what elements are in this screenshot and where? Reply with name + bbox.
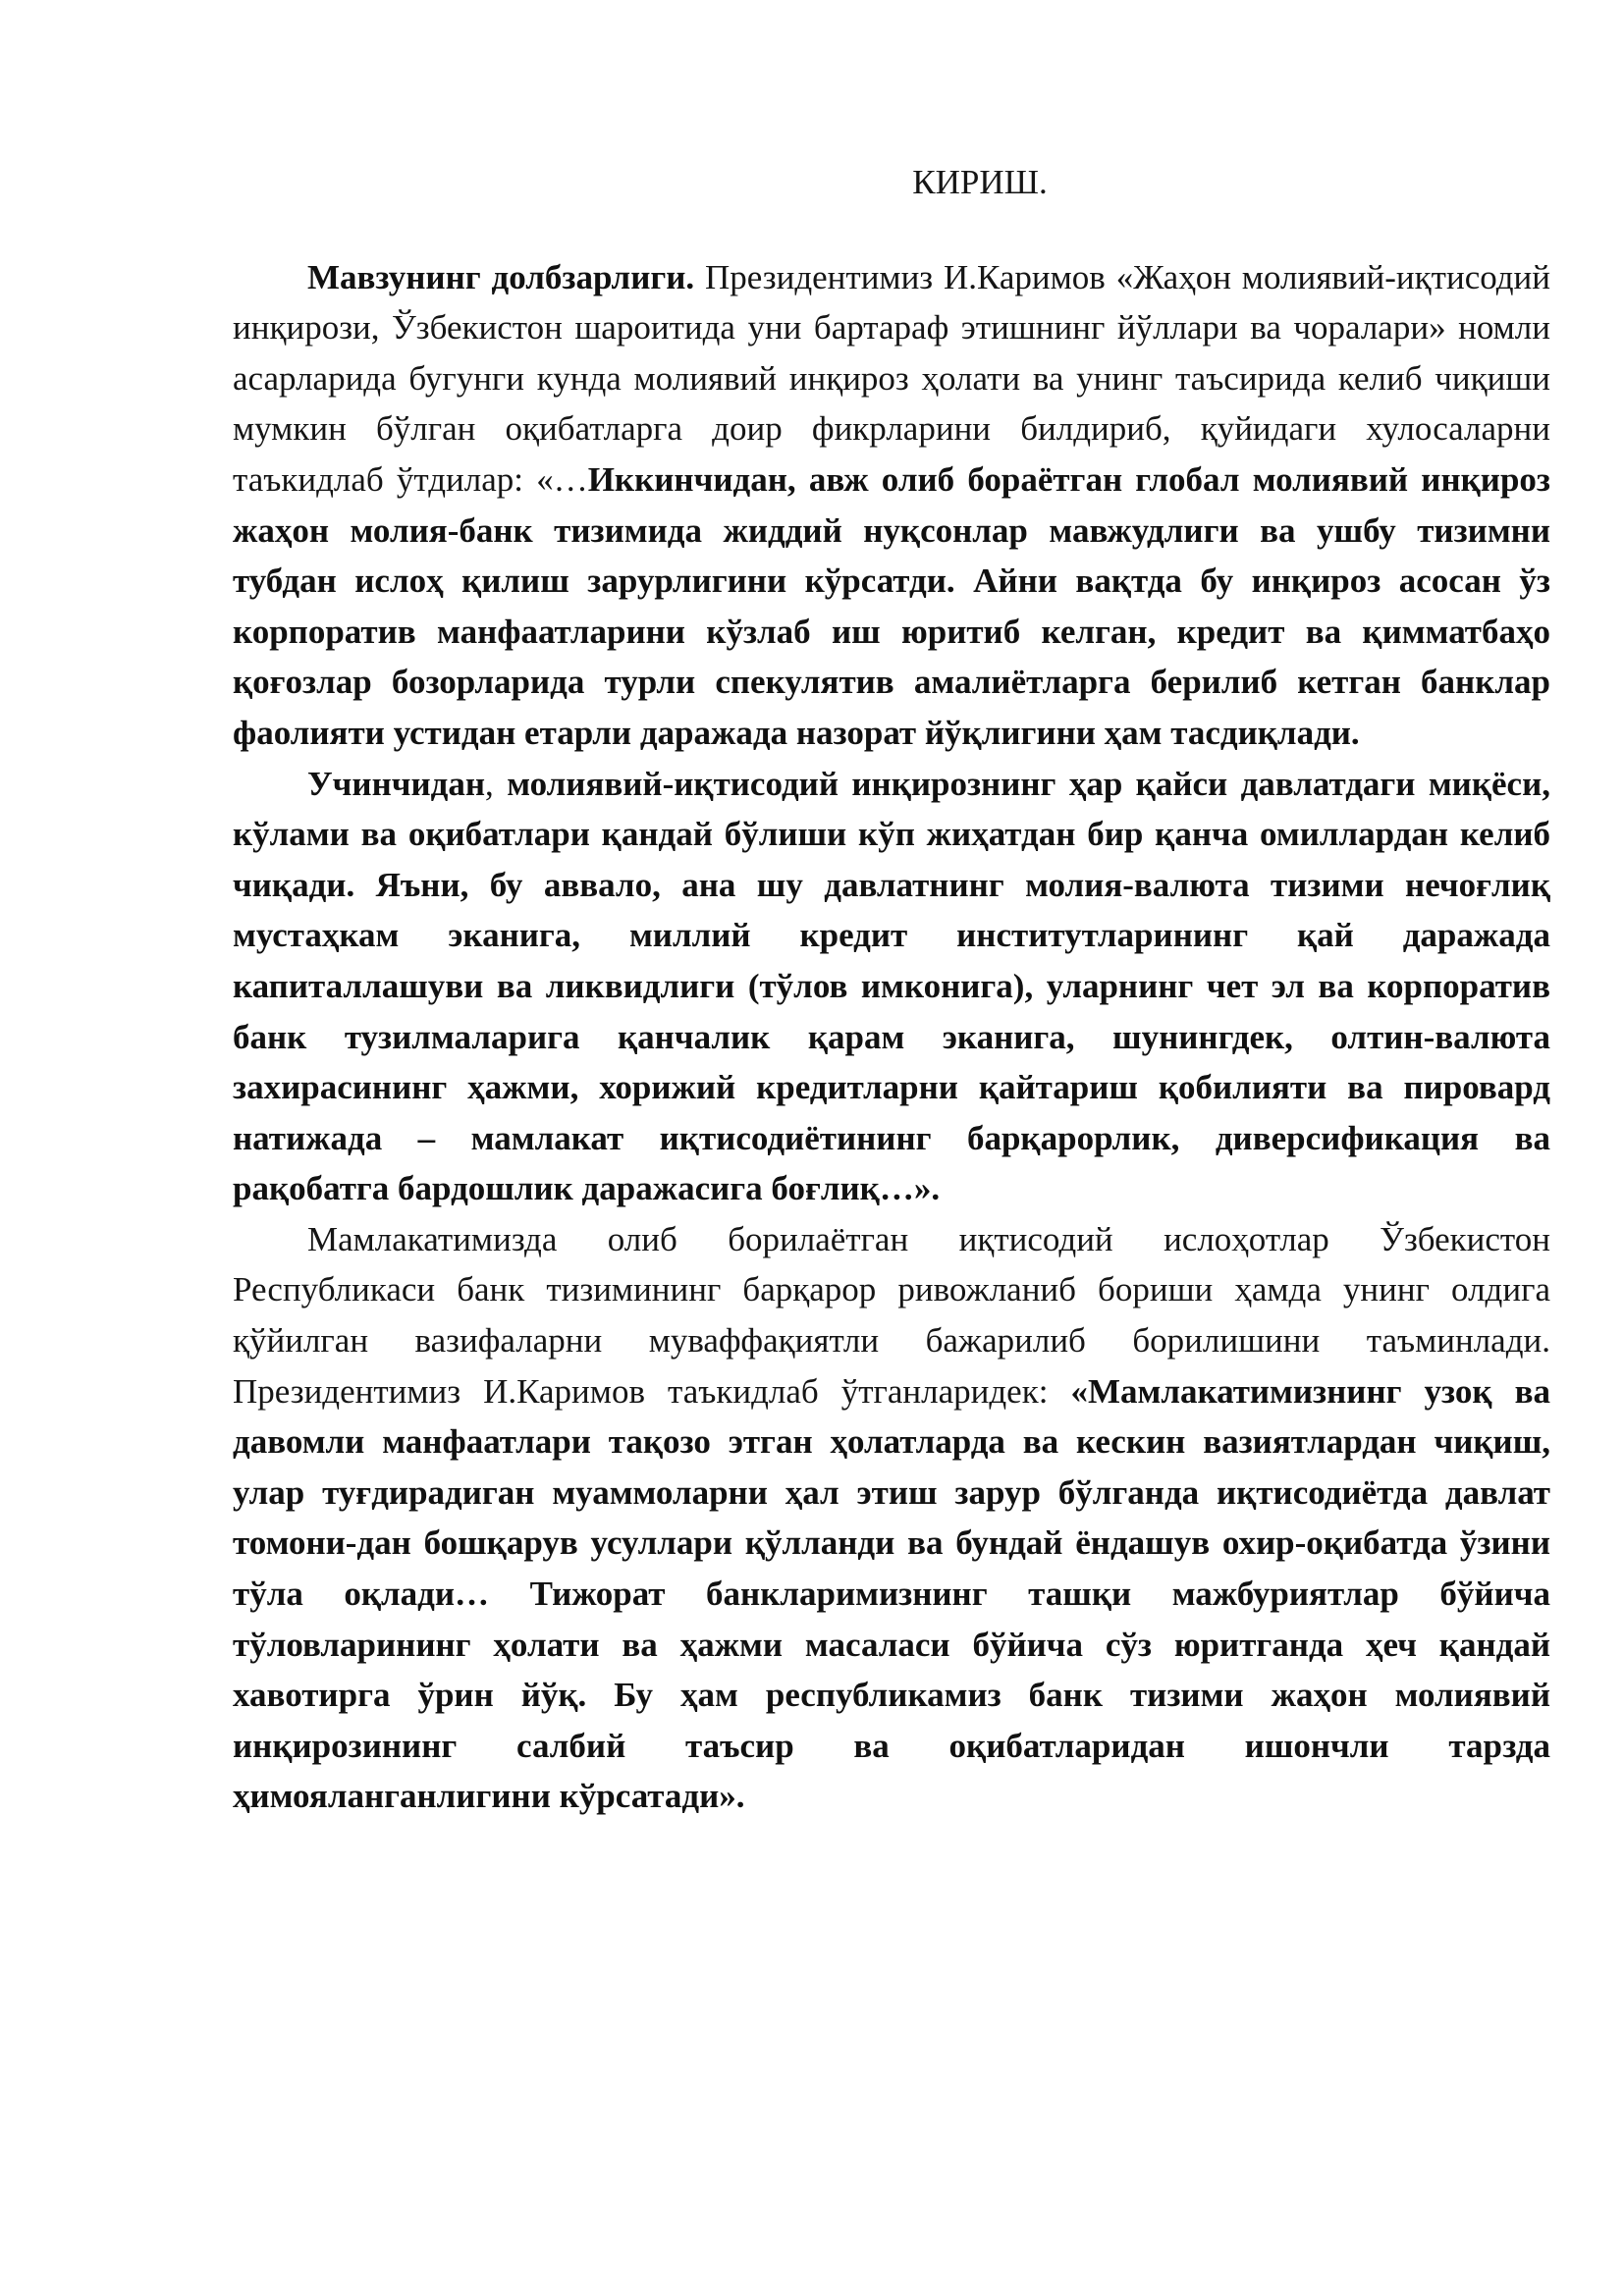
paragraph-text: Мамлакатимизда олиб борилаётган иқтисодий ислоҳотлар Ўзбекистон Республикаси банк тизимининг барқарор ривожланиб бориши ҳамда унинг олдига қўйилган вазифаларни муваффақиятли бажарилиб борилишини таъминлади. Президентимиз И.Каримов таъкидлаб ўтганларидек:: [233, 1219, 1550, 1411]
paragraph-relevance: [233, 252, 1550, 759]
page-title: КИРИШ.: [912, 163, 1048, 201]
quote-text: Учинчидан: [307, 764, 486, 803]
quote-text: «Мамлакатимизнинг узоқ ва давомли манфаатлари тақозо этган ҳолатларда ва кескин вазиятлардан чиқиш, улар туғдирадиган муаммоларни ҳал этиш зарур бўлганда иқтисодиётда давлат томони-дан бошқарув усуллари қўлланди ва бундай ёндашув охир-оқибатда ўзини тўла оқлади… Тижорат банкларимизнинг ташқи мажбуриятлар бўйича тўловларининг ҳолати ва ҳажми масаласи бўйича сўз юритганда ҳеч қандай хавотирга ўрин йўқ. Бу ҳам республикамиз банк тизими жаҳон молиявий инқирозининг салбий таъсир ва оқибатларидан ишончли тарзда ҳимояланганлигини кўрсатади».: [233, 1371, 1550, 1816]
paragraph-text: Президентимиз И.Каримов «Жаҳон молиявий-иқтисодий инқирози, Ўзбекистон шароитида уни бартараф этишнинг йўллари ва чоралари» номли асарларида бугунги кунда молиявий инқироз ҳолати ва унинг таъсирида келиб чиқиши мумкин бўлган оқибатларга доир фикрларини билдириб, қуйидаги хулосаларни таъкидлаб ўтдилар: «…: [233, 257, 1550, 499]
document-body: [233, 157, 1550, 1822]
quote-text: молиявий-иқтисодий инқирознинг ҳар қайси давлатдаги миқёси, кўлами ва оқибатлари қандай бўлиши кўп жиҳатдан бир қанча омиллардан келиб чиқади. Яъни, бу аввало, ана шу давлатнинг молия-валюта тизими нечоғлиқ мустаҳкам эканига, миллий кредит институтларининг қай даражада капиталлашуви ва ликвидлиги (тўлов имконига), уларнинг чет эл ва корпоратив банк тузилмаларига қанчалик қарам эканига, шунингдек, олтин-валюта захирасининг ҳажми, хорижий кредитларни қайтариш қобилияти ва пировард натижада – мамлакат иқтисодиётининг барқарорлик, диверсификация ва рақобатга бардошлик даражасига боғлиқ…».: [233, 764, 1550, 1208]
paragraph-reforms: [233, 1214, 1550, 1822]
paragraph-text: ,: [485, 764, 508, 803]
paragraph-thirdly: [233, 759, 1550, 1214]
section-heading-relevance: Мавзунинг долбзарлиги.: [307, 257, 695, 296]
quote-text: Иккинчидан, авж олиб бораётган глобал молиявий инқироз жаҳон молия-банк тизимида жиддий нуқсонлар мавжудлиги ва ушбу тизимни тубдан ислоҳ қилиш зарурлигини кўрсатди. Айни вақтда бу инқироз асосан ўз корпоратив манфаатларини кўзлаб иш юритиб келган, кредит ва қимматбаҳо қоғозлар бозорларида турли спекулятив амалиётларга берилиб кетган банклар фаолияти устидан етарли даражада назорат йўқлигини ҳам тасдиқлади.: [233, 459, 1550, 752]
